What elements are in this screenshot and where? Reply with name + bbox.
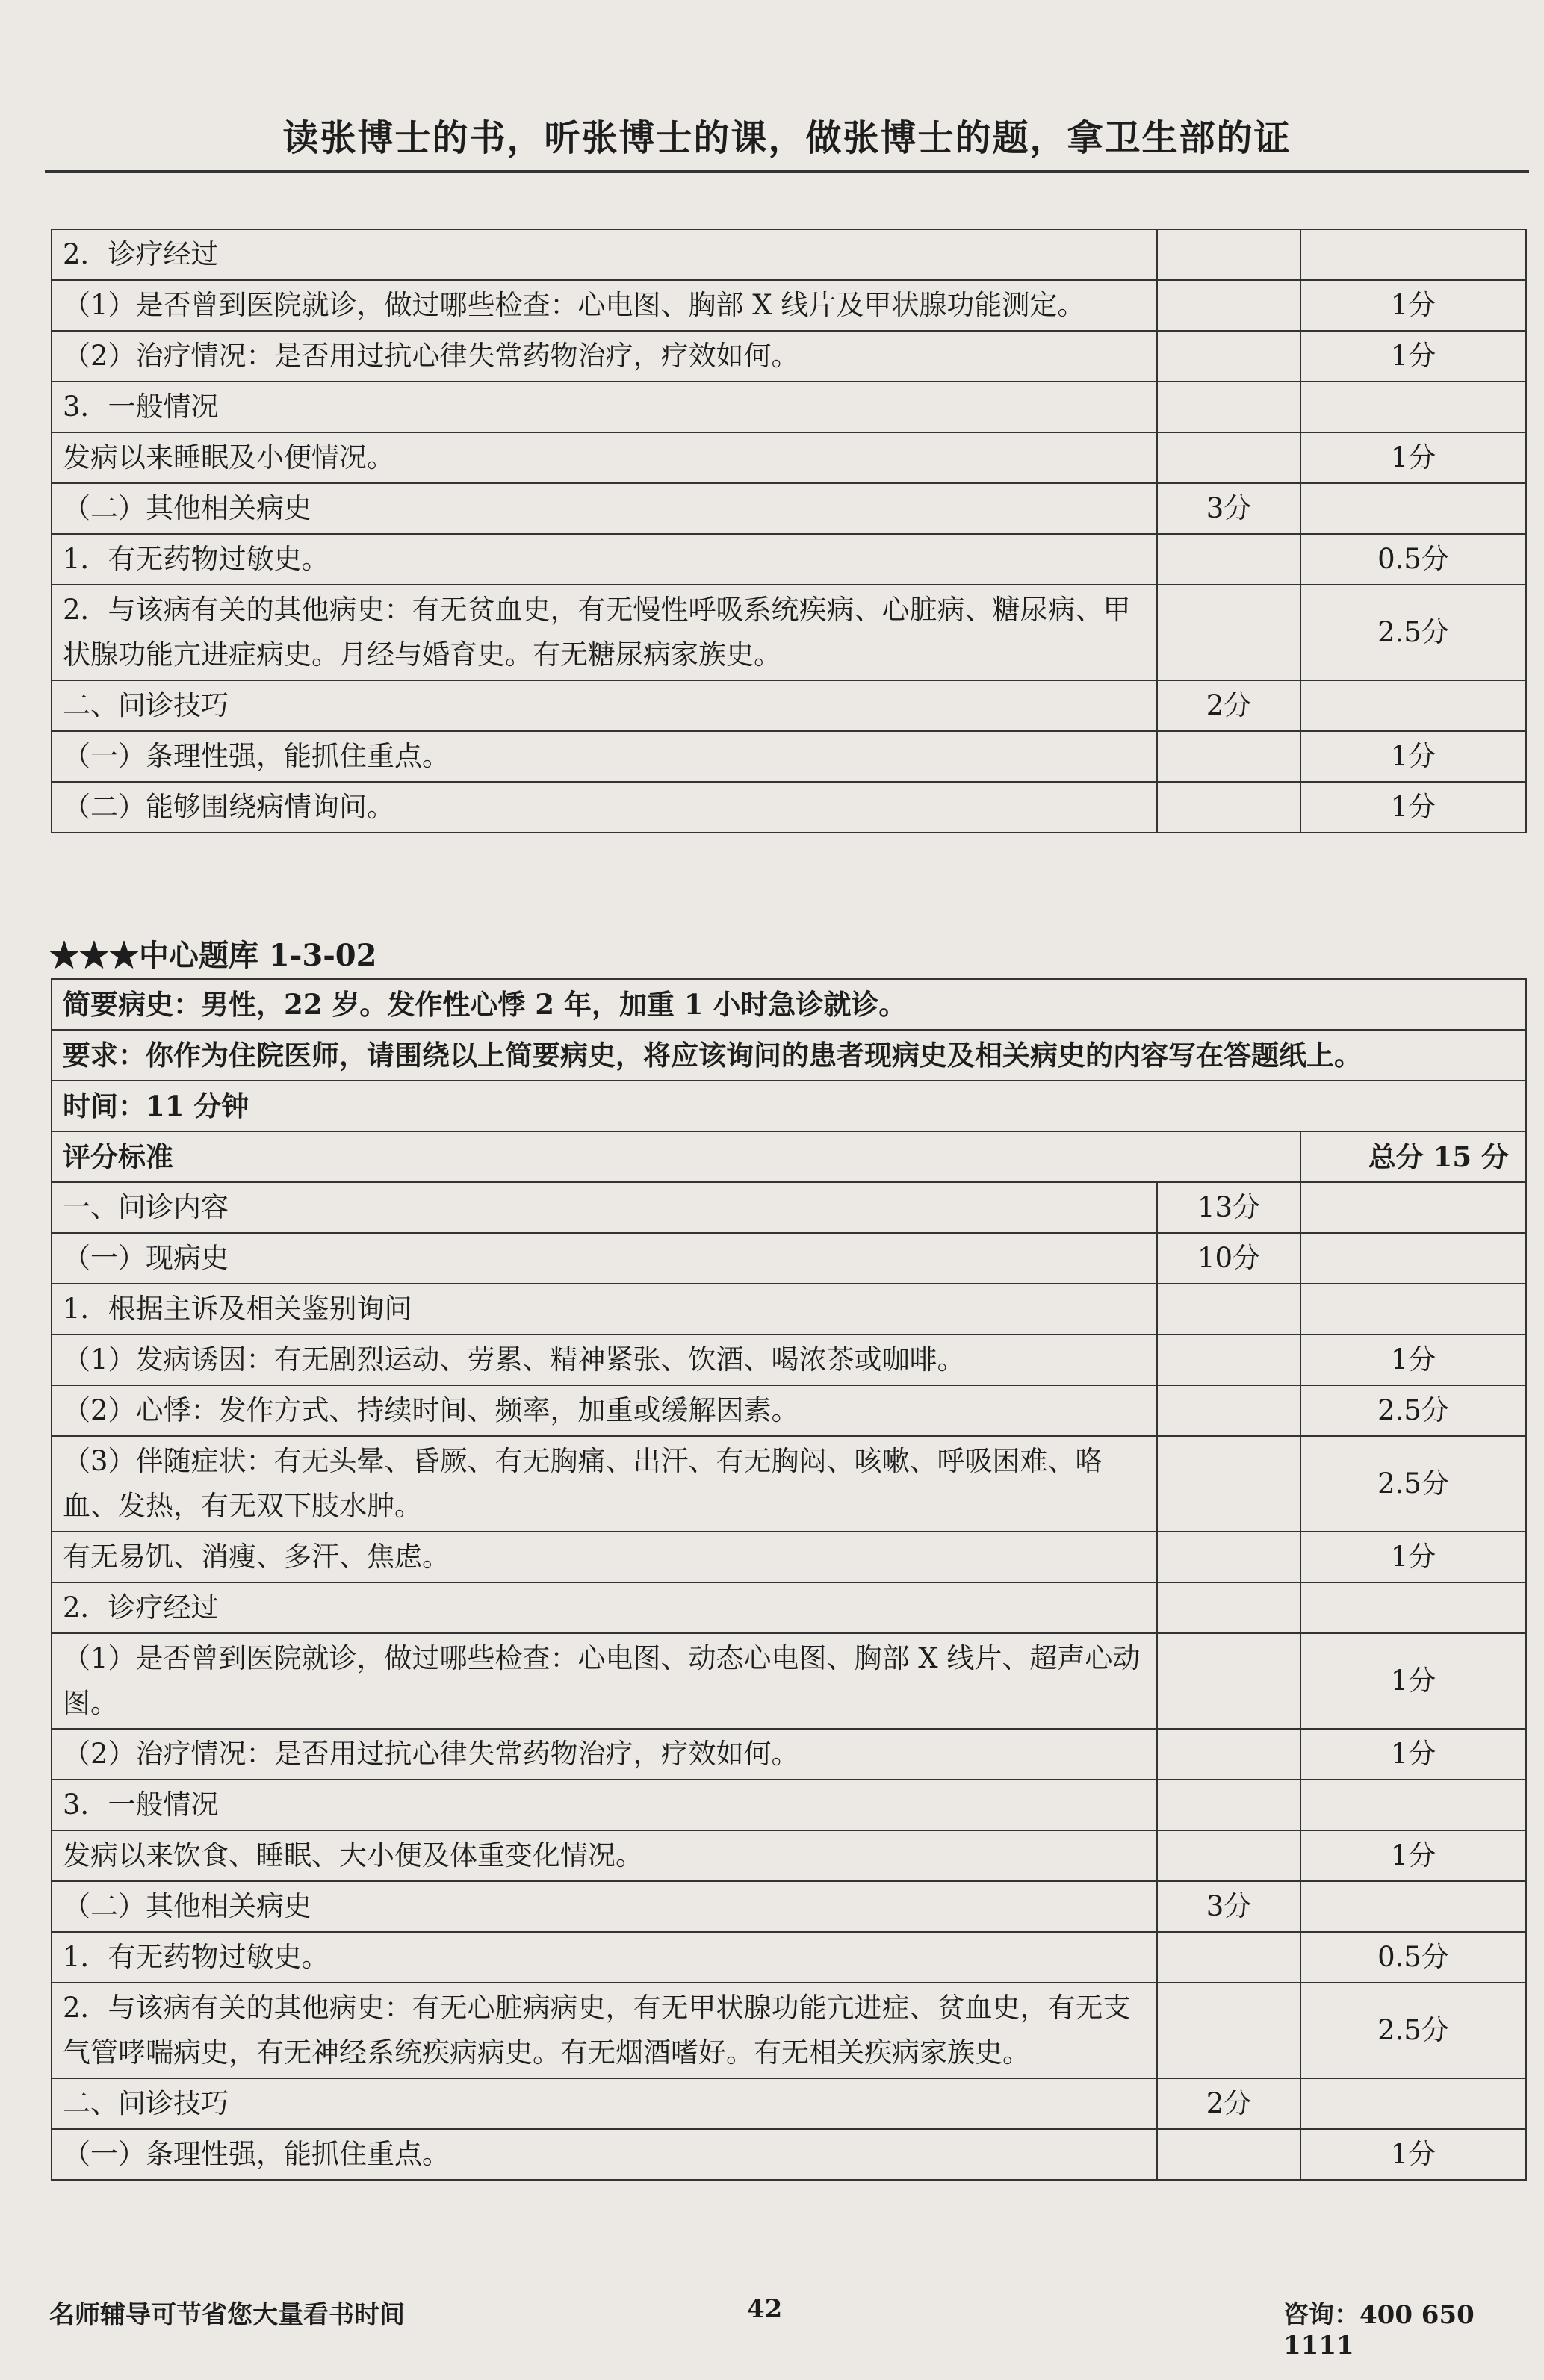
table-row [52,280,1526,331]
item-text: （一）条理性强，能抓住重点。 [52,2129,1157,2180]
item-text: （2）心悸：发作方式、持续时间、频率，加重或缓解因素。 [52,1385,1157,1436]
section-score [1157,1335,1300,1385]
item-text: 3．一般情况 [52,1780,1157,1830]
item-text: 发病以来饮食、睡眠、大小便及体重变化情况。 [52,1830,1157,1881]
page-header: 读张博士的书，听张博士的课，做张博士的题，拿卫生部的证 [282,117,1292,159]
item-score: 1分 [1300,2129,1526,2180]
table-row [52,1335,1526,1385]
total-score: 总分 15 分 [1300,1131,1526,1182]
item-score: 0.5分 [1300,534,1526,585]
section-score: 13分 [1157,1182,1300,1233]
section-score [1157,1284,1300,1335]
item-score [1300,483,1526,534]
table-row [52,1881,1526,1932]
table-row [52,229,1526,280]
scoring-table-1 [51,229,1527,833]
item-score: 1分 [1300,331,1526,382]
table-row [52,1385,1526,1436]
item-text: （1）是否曾到医院就诊，做过哪些检查：心电图、动态心电图、胸部 X 线片、超声心动图。 [52,1633,1157,1729]
item-text: 2．与该病有关的其他病史：有无心脏病病史，有无甲状腺功能亢进症、贫血史，有无支气管哮喘病史，有无神经系统疾病病史。有无烟酒嗜好。有无相关疾病家族史。 [52,1983,1157,2078]
item-text: 1．有无药物过敏史。 [52,1932,1157,1983]
item-score: 2.5分 [1300,1983,1526,2078]
section-score: 10分 [1157,1233,1300,1284]
item-text: （1）发病诱因：有无剧烈运动、劳累、精神紧张、饮酒、喝浓茶或咖啡。 [52,1335,1157,1385]
time-row [52,1081,1526,1131]
item-score: 1分 [1300,432,1526,483]
item-score [1300,1582,1526,1633]
table-row [52,782,1526,833]
table-row [52,382,1526,432]
item-text: （二）其他相关病史 [52,1881,1157,1932]
history-row [52,979,1526,1030]
table-row [52,1983,1526,2078]
item-text: （3）伴随症状：有无头晕、昏厥、有无胸痛、出汗、有无胸闷、咳嗽、呼吸困难、咯血、发热，有无双下肢水肿。 [52,1436,1157,1532]
requirement-text: 要求：你作为住院医师，请围绕以上简要病史，将应该询问的患者现病史及相关病史的内容写在答题纸上。 [52,1030,1526,1081]
item-text: （2）治疗情况：是否用过抗心律失常药物治疗，疗效如何。 [52,331,1157,382]
table-row [52,1932,1526,1983]
item-score: 1分 [1300,1830,1526,1881]
item-score [1300,1881,1526,1932]
section-score [1157,1582,1300,1633]
section-score [1157,731,1300,782]
item-text: （二）其他相关病史 [52,483,1157,534]
item-score [1300,229,1526,280]
section-score: 2分 [1157,680,1300,731]
item-score [1300,2078,1526,2129]
item-text: 二、问诊技巧 [52,680,1157,731]
item-score: 1分 [1300,782,1526,833]
section-score [1157,229,1300,280]
table-row [52,2129,1526,2180]
section-score [1157,1983,1300,2078]
table-row [52,1532,1526,1582]
section-score: 3分 [1157,483,1300,534]
item-score: 0.5分 [1300,1932,1526,1983]
footer-slogan: 名师辅导可节省您大量看书时间 [49,2300,405,2330]
item-text: 1．根据主诉及相关鉴别询问 [52,1284,1157,1335]
item-score [1300,1780,1526,1830]
table-row [52,1182,1526,1233]
item-score: 1分 [1300,1335,1526,1385]
item-text: 2．诊疗经过 [52,1582,1157,1633]
criteria-label: 评分标准 [52,1131,1300,1182]
table-row [52,1830,1526,1881]
table-row [52,1436,1526,1532]
section-title: ★★★中心题库 1-3-02 [49,938,377,973]
item-text: （一）条理性强，能抓住重点。 [52,731,1157,782]
time-text: 时间：11 分钟 [52,1081,1526,1131]
item-text: 2．与该病有关的其他病史：有无贫血史，有无慢性呼吸系统疾病、心脏病、糖尿病、甲状腺功能亢进症病史。月经与婚育史。有无糖尿病家族史。 [52,585,1157,680]
section-score [1157,2129,1300,2180]
item-score: 2.5分 [1300,1436,1526,1532]
section-score [1157,1436,1300,1532]
criteria-row [52,1131,1526,1182]
item-text: 有无易饥、消瘦、多汗、焦虑。 [52,1532,1157,1582]
table-row [52,534,1526,585]
requirement-row [52,1030,1526,1081]
section-score [1157,1633,1300,1729]
table-row [52,1233,1526,1284]
item-score [1300,680,1526,731]
section-score [1157,280,1300,331]
table-row [52,432,1526,483]
item-score: 1分 [1300,731,1526,782]
table-row [52,680,1526,731]
section-score [1157,331,1300,382]
item-text: 3．一般情况 [52,382,1157,432]
footer-contact: 咨询：400 650 1111 [1283,2300,1475,2361]
table-row [52,1780,1526,1830]
table-row [52,585,1526,680]
table-row [52,1582,1526,1633]
table-row [52,2078,1526,2129]
history-text: 简要病史：男性，22 岁。发作性心悸 2 年，加重 1 小时急诊就诊。 [52,979,1526,1030]
item-score: 1分 [1300,280,1526,331]
section-score [1157,432,1300,483]
item-text: 一、问诊内容 [52,1182,1157,1233]
section-score [1157,585,1300,680]
item-text: 2．诊疗经过 [52,229,1157,280]
item-text: 发病以来睡眠及小便情况。 [52,432,1157,483]
section-score [1157,1932,1300,1983]
section-score [1157,534,1300,585]
item-score [1300,382,1526,432]
table-row [52,331,1526,382]
item-text: 二、问诊技巧 [52,2078,1157,2129]
table-row [52,483,1526,534]
section-score [1157,1532,1300,1582]
item-score: 1分 [1300,1532,1526,1582]
section-score [1157,1780,1300,1830]
item-score: 1分 [1300,1633,1526,1729]
item-score [1300,1284,1526,1335]
section-score [1157,1729,1300,1780]
table-row [52,731,1526,782]
item-text: （一）现病史 [52,1233,1157,1284]
scoring-table-2 [51,978,1527,2181]
item-score [1300,1182,1526,1233]
item-score: 2.5分 [1300,585,1526,680]
table-row [52,1633,1526,1729]
section-score: 3分 [1157,1881,1300,1932]
table-row [52,1284,1526,1335]
item-score: 2.5分 [1300,1385,1526,1436]
item-score: 1分 [1300,1729,1526,1780]
header-rule [45,170,1529,173]
item-score [1300,1233,1526,1284]
section-score [1157,382,1300,432]
section-score: 2分 [1157,2078,1300,2129]
page-number: 42 [747,2294,783,2324]
item-text: （1）是否曾到医院就诊，做过哪些检查：心电图、胸部 X 线片及甲状腺功能测定。 [52,280,1157,331]
item-text: 1．有无药物过敏史。 [52,534,1157,585]
item-text: （2）治疗情况：是否用过抗心律失常药物治疗，疗效如何。 [52,1729,1157,1780]
item-text: （二）能够围绕病情询问。 [52,782,1157,833]
section-score [1157,1385,1300,1436]
table-row [52,1729,1526,1780]
section-score [1157,782,1300,833]
section-score [1157,1830,1300,1881]
